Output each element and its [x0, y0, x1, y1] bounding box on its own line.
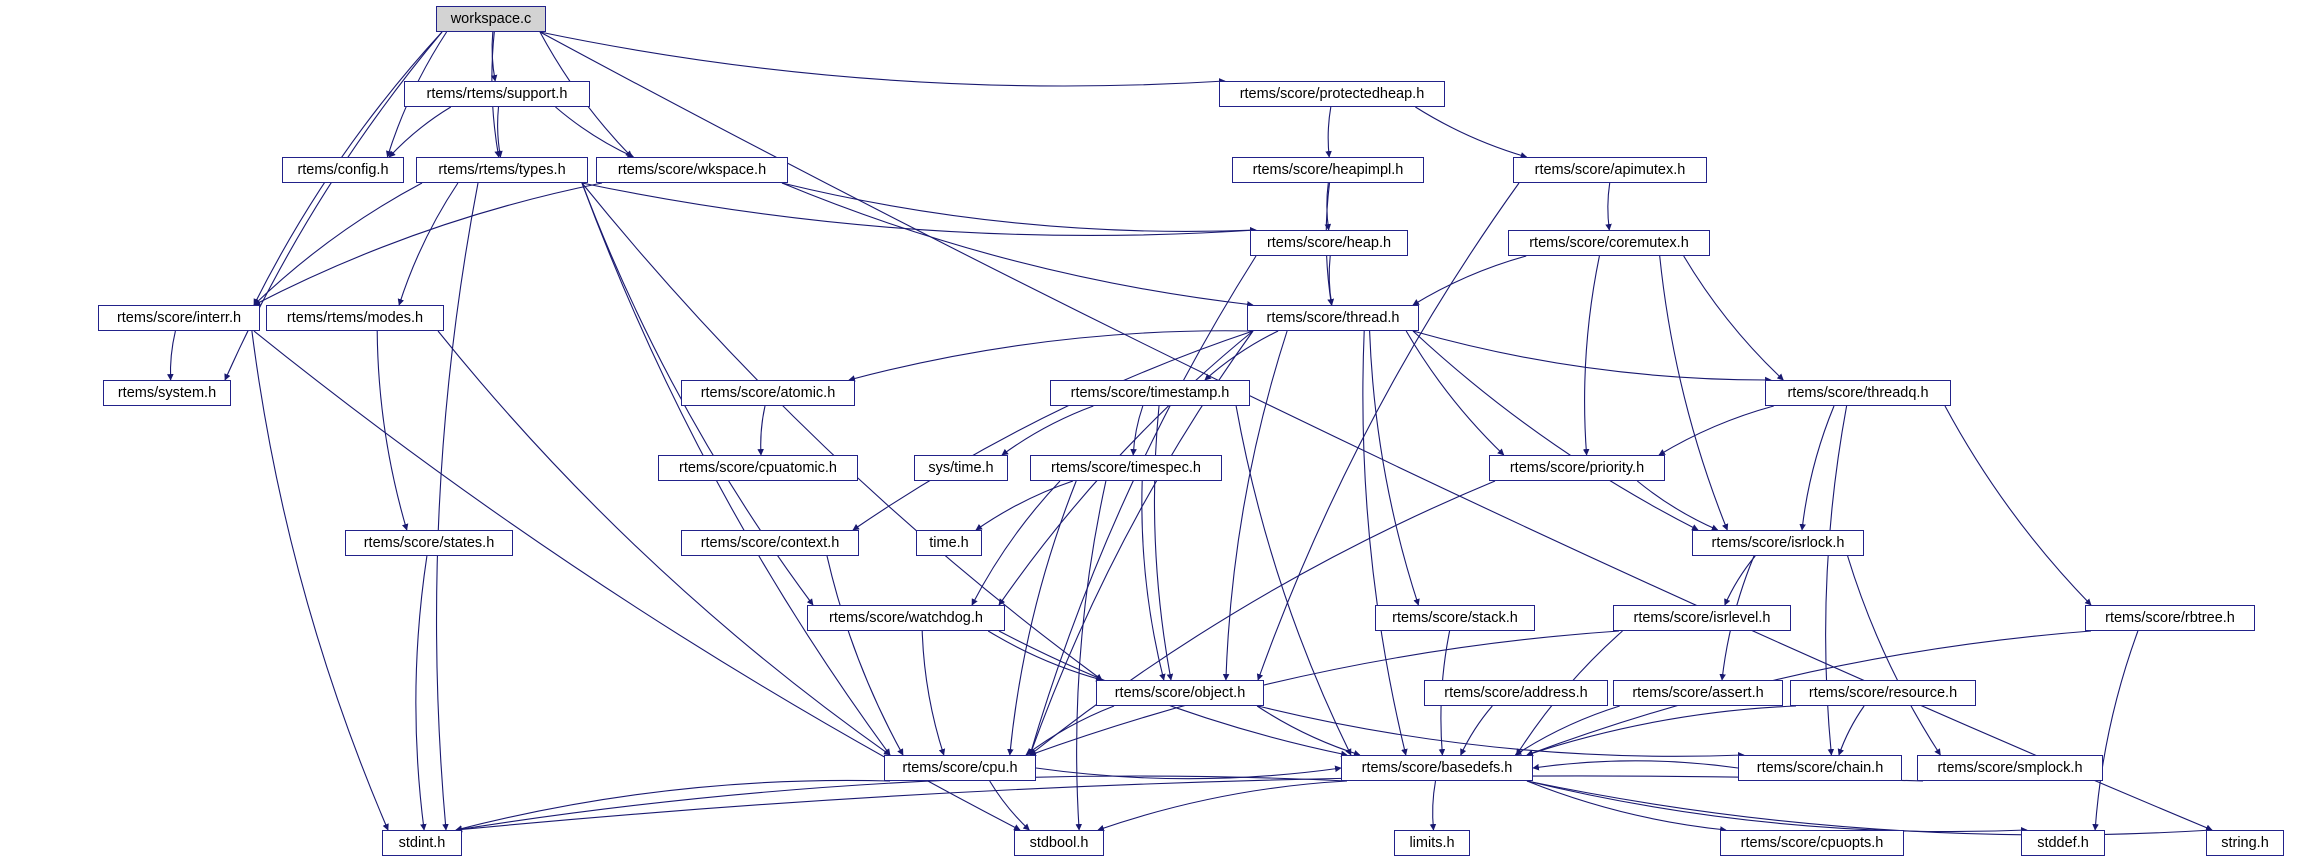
graph-edge [782, 183, 1256, 231]
graph-edge [1026, 706, 1114, 755]
graph-edge [170, 331, 175, 380]
graph-edge [456, 776, 1347, 830]
graph-edge [1848, 556, 1941, 755]
graph-edge [1527, 706, 1796, 755]
graph-edge [1433, 781, 1436, 830]
graph-node[interactable]: rtems/score/context.h [681, 530, 859, 556]
graph-edge [1329, 256, 1332, 305]
graph-edge [1413, 256, 1526, 305]
graph-node[interactable]: sys/time.h [914, 455, 1008, 481]
graph-node[interactable]: rtems/score/priority.h [1489, 455, 1665, 481]
graph-node[interactable]: rtems/score/cpuopts.h [1720, 830, 1904, 856]
graph-edge [827, 556, 903, 755]
graph-node[interactable]: rtems/score/resource.h [1790, 680, 1976, 706]
graph-node[interactable]: rtems/score/heapimpl.h [1232, 157, 1424, 183]
graph-edge [1585, 256, 1600, 455]
graph-node[interactable]: rtems/score/isrlock.h [1692, 530, 1864, 556]
graph-node[interactable]: rtems/score/thread.h [1247, 305, 1419, 331]
graph-edge [377, 331, 407, 530]
graph-node[interactable]: rtems/score/timestamp.h [1050, 380, 1250, 406]
graph-edge [922, 631, 944, 755]
graph-edge [437, 183, 478, 830]
graph-node[interactable]: rtems/score/heap.h [1250, 230, 1408, 256]
graph-edge [1945, 406, 2091, 605]
graph-node[interactable]: stddef.h [2021, 830, 2105, 856]
graph-edge [853, 331, 1253, 530]
graph-node[interactable]: rtems/score/chain.h [1738, 755, 1902, 781]
graph-edge [972, 481, 1060, 605]
graph-edge [582, 183, 1256, 235]
graph-edge [456, 780, 890, 830]
graph-edge [1527, 781, 2212, 835]
graph-node[interactable]: rtems/score/rbtree.h [2085, 605, 2255, 631]
graph-node[interactable]: rtems/rtems/support.h [404, 81, 590, 107]
graph-node[interactable]: rtems/score/cpuatomic.h [658, 455, 858, 481]
graph-edge [1608, 183, 1610, 230]
graph-edge [254, 183, 422, 305]
graph-edge [2095, 631, 2138, 830]
graph-node[interactable]: stdint.h [382, 830, 462, 856]
graph-edge [1327, 183, 1329, 230]
graph-node[interactable]: rtems/score/smplock.h [1917, 755, 2103, 781]
graph-edge [456, 776, 1923, 830]
graph-edge [1257, 706, 1360, 755]
graph-edge [540, 32, 1225, 86]
graph-edge [556, 107, 634, 157]
graph-edge [782, 183, 1253, 305]
graph-node[interactable]: rtems/score/protectedheap.h [1219, 81, 1445, 107]
graph-edge [416, 556, 427, 830]
graph-edge [1133, 406, 1143, 455]
graph-edge [1363, 331, 1406, 755]
graph-node[interactable]: rtems/score/watchdog.h [807, 605, 1005, 631]
graph-edge [1725, 556, 1755, 605]
graph-edge [389, 107, 451, 157]
graph-edge [849, 331, 1253, 380]
graph-edge [1406, 331, 1504, 455]
graph-edge [1205, 331, 1278, 380]
graph-edge [1154, 406, 1171, 680]
graph-edge [1637, 481, 1717, 530]
graph-edge [1515, 706, 1619, 755]
graph-node[interactable]: limits.h [1394, 830, 1470, 856]
graph-edge [1370, 331, 1419, 605]
graph-node[interactable]: rtems/score/isrlevel.h [1613, 605, 1791, 631]
graph-edge [1098, 781, 1347, 830]
graph-node[interactable]: rtems/score/basedefs.h [1341, 755, 1533, 781]
graph-edge [1142, 481, 1164, 680]
graph-node[interactable]: rtems/score/cpu.h [884, 755, 1036, 781]
graph-edge [1413, 331, 1771, 380]
graph-edge [254, 183, 602, 305]
graph-node[interactable]: rtems/score/threadq.h [1765, 380, 1951, 406]
graph-edge [976, 481, 1073, 530]
graph-edge [1258, 706, 1744, 756]
graph-node[interactable]: rtems/rtems/types.h [416, 157, 588, 183]
graph-edge [498, 107, 501, 157]
graph-edge [988, 631, 1102, 680]
graph-edge [1659, 406, 1774, 455]
graph-edge [399, 183, 458, 305]
graph-node[interactable]: rtems/score/assert.h [1613, 680, 1783, 706]
graph-node[interactable]: rtems/score/states.h [345, 530, 513, 556]
graph-node[interactable]: rtems/score/apimutex.h [1513, 157, 1707, 183]
graph-edge [1077, 481, 1106, 830]
graph-node[interactable]: rtems/config.h [282, 157, 404, 183]
graph-edge [1533, 761, 1738, 768]
graph-node[interactable]: rtems/score/timespec.h [1030, 455, 1222, 481]
graph-edge [1839, 706, 1864, 755]
graph-node[interactable]: workspace.c [436, 6, 546, 32]
graph-edge [1415, 107, 1526, 157]
graph-edge [1413, 331, 1698, 530]
graph-edge [1527, 781, 1726, 830]
graph-node[interactable]: stdbool.h [1014, 830, 1104, 856]
graph-edge [1802, 406, 1834, 530]
graph-node[interactable]: rtems/score/atomic.h [681, 380, 855, 406]
graph-node[interactable]: rtems/score/coremutex.h [1508, 230, 1710, 256]
graph-node[interactable]: rtems/score/interr.h [98, 305, 260, 331]
graph-node[interactable]: rtems/system.h [103, 380, 231, 406]
graph-node[interactable]: rtems/rtems/modes.h [266, 305, 444, 331]
graph-edge [540, 32, 2212, 830]
graph-node[interactable]: string.h [2206, 830, 2284, 856]
graph-edge [1010, 481, 1076, 755]
graph-edge [492, 32, 495, 81]
graph-node[interactable]: time.h [916, 530, 982, 556]
graph-edge [1461, 706, 1493, 755]
graph-edge [252, 331, 388, 830]
graph-edge [990, 781, 1030, 830]
graph-node[interactable]: rtems/score/address.h [1424, 680, 1608, 706]
graph-node[interactable]: rtems/score/wkspace.h [596, 157, 788, 183]
graph-edge [1002, 406, 1093, 455]
graph-node[interactable]: rtems/score/object.h [1096, 680, 1264, 706]
graph-edge [1328, 107, 1331, 157]
graph-edge [1684, 256, 1784, 380]
graph-edge [1036, 768, 1341, 779]
graph-edge [1660, 256, 1728, 530]
graph-node[interactable]: rtems/score/stack.h [1375, 605, 1535, 631]
graph-edge [761, 406, 765, 455]
graph-edge [1527, 781, 2027, 832]
